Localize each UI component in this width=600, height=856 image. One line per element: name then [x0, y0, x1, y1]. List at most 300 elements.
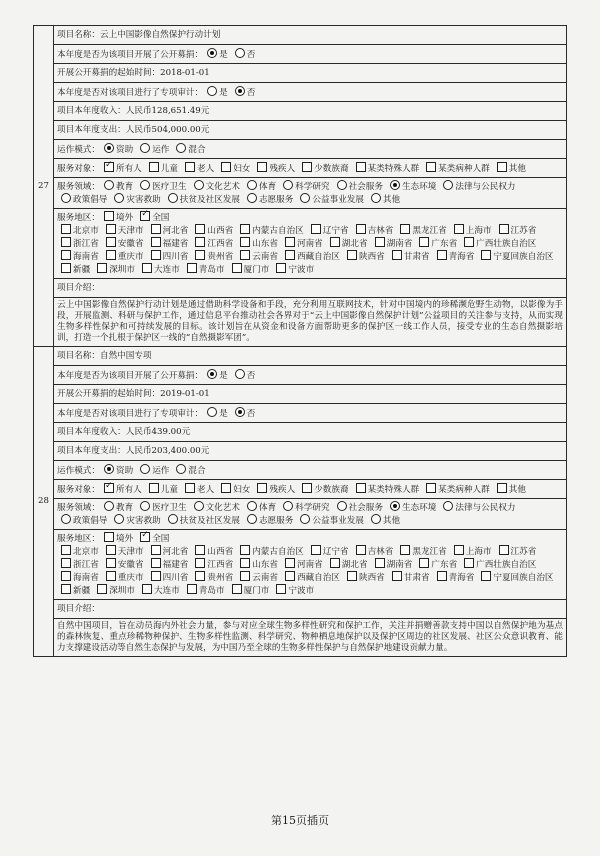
target-option-0 — [100, 164, 142, 174]
field-option-12-radio[interactable] — [300, 193, 310, 203]
audit-no-radio[interactable] — [235, 86, 245, 96]
region-option-8 — [450, 226, 492, 236]
mode-option-0-label: 资助 — [115, 144, 134, 155]
target-option-4-checkbox[interactable] — [257, 483, 267, 493]
fundraise-no-radio[interactable] — [235, 48, 245, 58]
region-option-3-label: 山西省 — [207, 226, 234, 236]
target-option-1-checkbox[interactable] — [149, 162, 159, 172]
audit-yes — [203, 409, 228, 419]
mode-option-0 — [100, 145, 133, 155]
field-option-9 — [110, 195, 160, 205]
region-option-4 — [236, 226, 304, 236]
field-option-5-radio[interactable] — [337, 180, 347, 190]
field-option-0-radio[interactable] — [104, 501, 114, 511]
field-option-10-radio[interactable] — [168, 193, 178, 203]
field-option-2-label: 文化艺术 — [205, 503, 240, 513]
target-option-3 — [217, 164, 250, 174]
region-option-5-checkbox[interactable] — [311, 224, 321, 234]
region-option-30-checkbox[interactable] — [61, 263, 71, 273]
fundraise-yes-label: 是 — [219, 49, 228, 60]
target-option-1-label: 儿童 — [160, 163, 178, 174]
target-option-4-checkbox[interactable] — [257, 162, 267, 172]
region-option-29-label: 宁夏回族自治区 — [493, 573, 554, 583]
target-option-5-label: 少数族裔 — [314, 163, 349, 174]
field-option-5-label: 社会服务 — [348, 182, 383, 192]
region-option-11-checkbox[interactable] — [106, 558, 116, 568]
start-date-cell — [54, 64, 567, 83]
region-option-6-checkbox[interactable] — [356, 224, 366, 234]
target-option-2-checkbox[interactable] — [185, 162, 195, 172]
region-option-31-label: 深圳市 — [109, 265, 135, 275]
region-option-27-label: 甘肃省 — [403, 573, 430, 583]
target-option-8-label: 其他 — [508, 484, 526, 495]
region-option-25 — [281, 573, 340, 583]
field-cell — [54, 178, 567, 209]
target-label: 服务对象： — [57, 163, 100, 174]
field-option-2 — [190, 182, 240, 192]
fundraise-yes-radio[interactable] — [207, 369, 217, 379]
region-option-18-checkbox[interactable] — [419, 558, 429, 568]
region-option-16-checkbox[interactable] — [330, 558, 340, 568]
region-option-2 — [147, 226, 189, 236]
region-label: 服务地区： — [57, 213, 100, 223]
region-abroad-checkbox[interactable] — [104, 532, 114, 542]
field-option-1-radio[interactable] — [140, 501, 150, 511]
field-option-4-label: 科学研究 — [295, 503, 330, 513]
field-option-13-radio[interactable] — [371, 514, 381, 524]
region-option-15-checkbox[interactable] — [285, 237, 295, 247]
region-option-0-checkbox[interactable] — [61, 545, 71, 555]
region-option-35-label: 宁波市 — [288, 586, 315, 596]
region-option-17-label: 湖南省 — [386, 560, 413, 570]
field-option-3 — [243, 503, 276, 513]
target-cell — [54, 159, 567, 178]
target-option-0-checkbox[interactable] — [104, 162, 114, 172]
region-option-29-checkbox[interactable] — [481, 250, 491, 260]
target-option-5-checkbox[interactable] — [302, 483, 312, 493]
field-option-6-radio[interactable] — [390, 180, 400, 190]
expense-row — [34, 442, 567, 461]
region-option-31-checkbox[interactable] — [97, 584, 107, 594]
region-option-35-checkbox[interactable] — [276, 584, 286, 594]
field-option-11 — [243, 195, 293, 205]
region-option-9-label: 江苏省 — [510, 547, 537, 557]
mode-option-1 — [136, 145, 169, 155]
region-option-7-label: 黑龙江省 — [412, 547, 447, 557]
field-option-0 — [100, 503, 133, 513]
mode-option-1-radio[interactable] — [140, 143, 150, 153]
region-option-8-checkbox[interactable] — [454, 224, 464, 234]
field-option-10-radio[interactable] — [168, 514, 178, 524]
target-option-8-checkbox[interactable] — [497, 483, 507, 493]
target-option-3-checkbox[interactable] — [221, 483, 231, 493]
region-option-17-checkbox[interactable] — [375, 558, 385, 568]
region-option-22-checkbox[interactable] — [151, 250, 161, 260]
region-option-8-label: 上海市 — [465, 226, 492, 236]
target-option-3-label: 妇女 — [233, 484, 251, 495]
region-option-25-label: 西藏自治区 — [296, 252, 340, 262]
field-option-6-label: 生态环境 — [401, 503, 437, 513]
audit-no-radio[interactable] — [235, 407, 245, 417]
region-option-9-checkbox[interactable] — [499, 545, 509, 555]
target-option-8-checkbox[interactable] — [497, 162, 507, 172]
region-option-0 — [57, 226, 99, 236]
region-option-9 — [495, 547, 537, 557]
region-option-8-checkbox[interactable] — [454, 545, 464, 555]
target-option-1 — [145, 164, 178, 174]
region-option-26-checkbox[interactable] — [347, 250, 357, 260]
region-option-1-label: 天津市 — [117, 547, 144, 557]
target-option-5-label: 少数族裔 — [314, 484, 349, 495]
field-option-5 — [333, 182, 383, 192]
region-nationwide-checkbox[interactable] — [140, 211, 150, 221]
field-option-5-radio[interactable] — [337, 501, 347, 511]
region-option-10-checkbox[interactable] — [61, 237, 71, 247]
target-option-0 — [100, 485, 142, 495]
region-option-21-checkbox[interactable] — [106, 250, 116, 260]
target-option-2-label: 老人 — [196, 163, 215, 174]
field-option-11-label: 志愿服务 — [258, 195, 294, 205]
fundraise-yes-radio[interactable] — [207, 48, 217, 58]
region-nationwide — [136, 534, 169, 544]
region-option-34-checkbox[interactable] — [232, 263, 242, 273]
region-option-12-checkbox[interactable] — [151, 237, 161, 247]
region-option-23-label: 贵州省 — [207, 252, 234, 262]
field-option-8 — [57, 516, 107, 526]
field-option-7-label: 法律与公民权力 — [455, 503, 516, 513]
field-option-1-label: 医疗卫生 — [152, 503, 187, 513]
income-value: 人民币439.00元 — [125, 426, 191, 437]
region-option-3 — [191, 226, 233, 236]
field-option-3-label: 体育 — [258, 182, 277, 192]
start-date-label: 开展公开募捐的起始时间： — [57, 388, 161, 399]
field-option-8 — [57, 195, 107, 205]
region-option-30-checkbox[interactable] — [61, 584, 71, 594]
audit-yes-radio[interactable] — [207, 407, 217, 417]
region-abroad-checkbox[interactable] — [104, 211, 114, 221]
target-option-4-label: 残疾人 — [269, 484, 296, 495]
region-option-18-checkbox[interactable] — [419, 237, 429, 247]
target-option-2-checkbox[interactable] — [185, 483, 195, 493]
region-option-21-checkbox[interactable] — [106, 571, 116, 581]
region-option-3-checkbox[interactable] — [195, 545, 205, 555]
region-option-11-checkbox[interactable] — [106, 237, 116, 247]
region-option-22-checkbox[interactable] — [151, 571, 161, 581]
fundraise-no — [231, 371, 256, 381]
project-28-row-name — [34, 347, 567, 366]
region-option-12-checkbox[interactable] — [151, 558, 161, 568]
field-option-1-radio[interactable] — [140, 180, 150, 190]
field-option-6-radio[interactable] — [390, 501, 400, 511]
region-option-18 — [415, 560, 457, 570]
field-option-6 — [386, 503, 436, 513]
start-date-value: 2018-01-01 — [160, 67, 210, 78]
income-value: 人民币128,651.49元 — [125, 105, 210, 116]
region-option-29 — [477, 573, 553, 583]
region-option-25-checkbox[interactable] — [285, 571, 295, 581]
target-option-6-checkbox[interactable] — [356, 162, 366, 172]
region-option-16-checkbox[interactable] — [330, 237, 340, 247]
region-option-20-checkbox[interactable] — [61, 250, 71, 260]
mode-option-2 — [172, 466, 205, 476]
field-option-4-radio[interactable] — [283, 501, 293, 511]
mode-option-1-label: 运作 — [152, 144, 170, 155]
field-option-9-radio[interactable] — [114, 193, 124, 203]
region-option-11 — [102, 239, 144, 249]
region-option-32 — [138, 586, 180, 596]
region-option-31-label: 深圳市 — [109, 586, 135, 596]
region-option-14-checkbox[interactable] — [240, 558, 250, 568]
region-option-16-label: 湖北省 — [341, 560, 368, 570]
region-option-35-checkbox[interactable] — [276, 263, 286, 273]
region-option-20 — [57, 573, 99, 583]
region-option-33-checkbox[interactable] — [187, 263, 197, 273]
mode-option-0-radio[interactable] — [104, 143, 114, 153]
region-option-32-label: 大连市 — [154, 265, 180, 275]
region-option-20-label: 海南省 — [73, 573, 99, 583]
target-option-5-checkbox[interactable] — [302, 162, 312, 172]
expense-value: 人民币504,000.00元 — [125, 124, 210, 135]
region-option-0-checkbox[interactable] — [61, 224, 71, 234]
region-option-1-checkbox[interactable] — [106, 545, 116, 555]
region-option-11-label: 安徽省 — [117, 560, 144, 570]
field-option-3-radio[interactable] — [247, 501, 257, 511]
field-option-7-label: 法律与公民权力 — [455, 182, 516, 192]
region-nationwide-checkbox[interactable] — [140, 532, 150, 542]
region-option-8 — [450, 547, 492, 557]
region-option-6 — [352, 226, 394, 236]
region-option-19-checkbox[interactable] — [464, 558, 474, 568]
expense-label: 项目本年度支出： — [57, 124, 126, 135]
region-option-28 — [433, 573, 475, 583]
region-option-28 — [433, 252, 475, 262]
region-option-19 — [460, 560, 536, 570]
region-option-31 — [93, 586, 135, 596]
region-option-32-checkbox[interactable] — [142, 584, 152, 594]
audit-no-label: 否 — [246, 408, 256, 419]
field-option-2-radio[interactable] — [194, 501, 204, 511]
target-option-1 — [145, 485, 178, 495]
field-option-11-radio[interactable] — [247, 514, 257, 524]
region-option-15-checkbox[interactable] — [285, 558, 295, 568]
intro-text-row — [34, 619, 567, 657]
region-option-20-checkbox[interactable] — [61, 571, 71, 581]
audit-no-label: 否 — [246, 87, 256, 98]
region-option-9-label: 江苏省 — [510, 226, 537, 236]
target-option-3-checkbox[interactable] — [221, 162, 231, 172]
region-option-24 — [236, 573, 278, 583]
region-option-25-checkbox[interactable] — [285, 250, 295, 260]
region-option-11-label: 安徽省 — [117, 239, 144, 249]
field-option-12-radio[interactable] — [300, 514, 310, 524]
region-option-33-label: 青岛市 — [198, 586, 225, 596]
region-option-13-checkbox[interactable] — [195, 558, 205, 568]
region-option-23-checkbox[interactable] — [195, 250, 205, 260]
region-option-2 — [147, 547, 189, 557]
target-option-3-label: 妇女 — [233, 163, 251, 174]
field-option-9-label: 灾害救助 — [126, 195, 161, 205]
field-option-2-radio[interactable] — [194, 180, 204, 190]
region-option-28-checkbox[interactable] — [437, 250, 447, 260]
region-option-27-checkbox[interactable] — [392, 250, 402, 260]
region-option-33-checkbox[interactable] — [187, 584, 197, 594]
region-option-20 — [57, 252, 99, 262]
fundraise-row — [34, 366, 567, 385]
field-option-12 — [296, 195, 364, 205]
field-option-7-radio[interactable] — [443, 501, 453, 511]
region-option-2-checkbox[interactable] — [151, 545, 161, 555]
region-option-34-checkbox[interactable] — [232, 584, 242, 594]
target-option-7 — [422, 164, 490, 174]
region-option-27 — [388, 573, 430, 583]
region-option-4-checkbox[interactable] — [240, 224, 250, 234]
region-option-7-checkbox[interactable] — [400, 224, 410, 234]
region-option-2-label: 河北省 — [162, 547, 189, 557]
field-option-8-radio[interactable] — [61, 514, 71, 524]
region-option-24-checkbox[interactable] — [240, 250, 250, 260]
region-option-7-checkbox[interactable] — [400, 545, 410, 555]
field-option-13 — [367, 195, 400, 205]
region-option-10-checkbox[interactable] — [61, 558, 71, 568]
target-option-2 — [181, 485, 214, 495]
region-nationwide-label: 全国 — [152, 534, 170, 544]
region-option-27 — [388, 252, 430, 262]
field-option-2 — [190, 503, 240, 513]
region-option-3-checkbox[interactable] — [195, 224, 205, 234]
target-option-1-checkbox[interactable] — [149, 483, 159, 493]
region-option-15 — [281, 239, 323, 249]
region-option-19-label: 广西壮族自治区 — [476, 560, 537, 570]
target-option-7-checkbox[interactable] — [426, 162, 436, 172]
region-option-30-label: 新疆 — [73, 586, 91, 596]
audit-yes-label: 是 — [219, 87, 228, 98]
region-option-26-checkbox[interactable] — [347, 571, 357, 581]
field-option-1-label: 医疗卫生 — [152, 182, 187, 192]
region-option-6-checkbox[interactable] — [356, 545, 366, 555]
region-option-22 — [147, 252, 189, 262]
region-option-28-label: 青海省 — [448, 573, 475, 583]
field-option-1 — [136, 182, 186, 192]
field-option-10 — [164, 195, 240, 205]
region-option-14-checkbox[interactable] — [240, 237, 250, 247]
region-option-24-checkbox[interactable] — [240, 571, 250, 581]
region-option-27-checkbox[interactable] — [392, 571, 402, 581]
region-option-5 — [307, 226, 349, 236]
region-option-31-checkbox[interactable] — [97, 263, 107, 273]
mode-option-2-radio[interactable] — [176, 464, 186, 474]
mode-option-1-radio[interactable] — [140, 464, 150, 474]
region-option-16 — [326, 239, 368, 249]
field-option-8-label: 政策倡导 — [73, 195, 108, 205]
region-option-28-checkbox[interactable] — [437, 571, 447, 581]
project-name-cell — [54, 347, 567, 366]
region-option-9-checkbox[interactable] — [499, 224, 509, 234]
region-option-2-checkbox[interactable] — [151, 224, 161, 234]
region-option-4 — [236, 547, 304, 557]
field-option-0-radio[interactable] — [104, 180, 114, 190]
mode-option-0-radio[interactable] — [104, 464, 114, 474]
region-option-23 — [191, 573, 233, 583]
field-option-10-label: 扶贫及社区发展 — [179, 195, 240, 205]
field-option-9-radio[interactable] — [114, 514, 124, 524]
region-abroad — [100, 534, 133, 544]
field-option-7-radio[interactable] — [443, 180, 453, 190]
field-option-12-label: 公益事业发展 — [312, 195, 364, 205]
fundraise-cell — [54, 45, 567, 64]
field-option-10 — [164, 516, 240, 526]
region-nationwide — [136, 213, 169, 223]
audit-yes-radio[interactable] — [207, 86, 217, 96]
field-option-8-radio[interactable] — [61, 193, 71, 203]
fundraise-question: 本年度是否为该项目开展了公开募捐： — [57, 370, 204, 381]
field-option-11-radio[interactable] — [247, 193, 257, 203]
intro-label-row — [34, 600, 567, 619]
field-option-2-label: 文化艺术 — [205, 182, 240, 192]
fundraise-yes-label: 是 — [219, 370, 228, 381]
field-option-11-label: 志愿服务 — [258, 516, 294, 526]
field-option-4-radio[interactable] — [283, 180, 293, 190]
project-name: 云上中国影像自然保护行动计划 — [99, 29, 221, 40]
region-option-32-label: 大连市 — [154, 586, 180, 596]
region-option-14-label: 山东省 — [252, 239, 278, 249]
mode-option-2-label: 混合 — [188, 465, 206, 476]
target-option-6-checkbox[interactable] — [356, 483, 366, 493]
target-option-7-checkbox[interactable] — [426, 483, 436, 493]
expense-label: 项目本年度支出： — [57, 445, 126, 456]
field-option-13-label: 其他 — [382, 195, 401, 205]
region-option-15-label: 河南省 — [296, 239, 323, 249]
audit-yes — [203, 88, 228, 98]
field-option-6 — [386, 182, 436, 192]
fundraise-no-radio[interactable] — [235, 369, 245, 379]
region-option-19-checkbox[interactable] — [464, 237, 474, 247]
audit-question: 本年度是否对该项目进行了专项审计： — [57, 408, 204, 419]
mode-cell — [54, 140, 567, 159]
region-option-5-checkbox[interactable] — [311, 545, 321, 555]
region-option-2-label: 河北省 — [162, 226, 189, 236]
region-option-24 — [236, 252, 278, 262]
field-option-13-radio[interactable] — [371, 193, 381, 203]
region-row — [34, 530, 567, 600]
field-option-8-label: 政策倡导 — [73, 516, 108, 526]
income-label: 项目本年度收入： — [57, 426, 126, 437]
field-label: 服务领域： — [57, 503, 100, 513]
mode-cell — [54, 461, 567, 480]
intro-text: 自然中国项目，旨在动员海内外社会力量，参与对应全球生物多样性研究和保护工作，关注并捐赠善款支持中国以自然保护地为基点的森林恢复、重点珍稀物种保护、生物多样性监测、科学研究、物种栖息地保护以及保护区周边的社区发展、社区公众意识教育、能力支撑建设活动等自然生态保护与发展，为中国乃至全球的生物多样性保护与自然保护地建设贡献力量。 — [54, 619, 567, 657]
region-option-29-checkbox[interactable] — [481, 571, 491, 581]
region-option-1-label: 天津市 — [117, 226, 144, 236]
target-option-8 — [493, 485, 526, 495]
region-option-4-label: 内蒙古自治区 — [252, 226, 304, 236]
region-option-14 — [236, 560, 278, 570]
project-name-label: 项目名称： — [57, 350, 100, 361]
region-option-1-checkbox[interactable] — [106, 224, 116, 234]
fundraise-question: 本年度是否为该项目开展了公开募捐： — [57, 49, 204, 60]
region-option-5-label: 辽宁省 — [322, 226, 349, 236]
mode-option-2-radio[interactable] — [176, 143, 186, 153]
region-option-23 — [191, 252, 233, 262]
region-option-13-label: 江西省 — [207, 239, 234, 249]
region-option-24-label: 云南省 — [252, 573, 278, 583]
region-option-32-checkbox[interactable] — [142, 263, 152, 273]
field-option-3-radio[interactable] — [247, 180, 257, 190]
region-option-4-checkbox[interactable] — [240, 545, 250, 555]
region-option-13-checkbox[interactable] — [195, 237, 205, 247]
region-option-17-checkbox[interactable] — [375, 237, 385, 247]
region-option-22-label: 四川省 — [162, 252, 189, 262]
region-option-23-checkbox[interactable] — [195, 571, 205, 581]
target-option-0-checkbox[interactable] — [104, 483, 114, 493]
